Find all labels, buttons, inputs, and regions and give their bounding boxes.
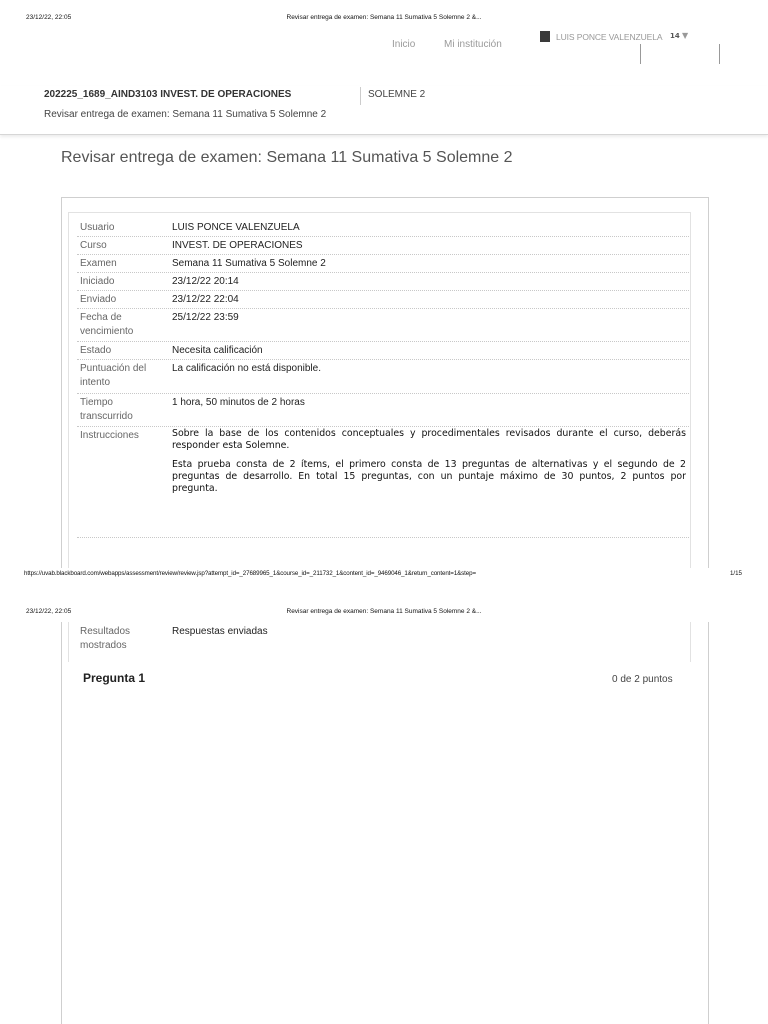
- question-points: 0 de 2 puntos: [612, 674, 673, 685]
- detail-value: Necesita calificación: [172, 345, 263, 356]
- detail-value: Semana 11 Sumativa 5 Solemne 2: [172, 258, 326, 269]
- detail-value: Respuestas enviadas: [172, 626, 268, 637]
- detail-label: Estado: [80, 345, 112, 356]
- detail-value: LUIS PONCE VALENZUELA: [172, 222, 300, 233]
- breadcrumb-separator: [360, 87, 361, 105]
- detail-value: La calificación no está disponible.: [172, 363, 321, 374]
- detail-label: Resultados mostrados: [80, 626, 131, 651]
- breadcrumb-current-page: Revisar entrega de examen: Semana 11 Sumativa 5 Solemne 2: [44, 109, 327, 120]
- detail-label: Usuario: [80, 222, 115, 233]
- detail-value: 23/12/22 22:04: [172, 294, 239, 305]
- instructions-paragraph: Sobre la base de los contenidos conceptuales y procedimentales revisados durante el curso, deberás responder esta Solemne.: [172, 428, 686, 451]
- user-menu[interactable]: [536, 28, 710, 46]
- breadcrumb-exam[interactable]: SOLEMNE 2: [368, 89, 426, 100]
- detail-value: 1 hora, 50 minutos de 2 horas: [172, 397, 305, 408]
- detail-row-examen: [77, 255, 689, 273]
- print-url: https://uvab.blackboard.com/webapps/assessment/review/review.jsp?attempt_id=_27689965_1&course_id=_211732_1&content_id=_9469046_1&return_content=1&step=: [24, 570, 476, 577]
- avatar: [540, 31, 550, 42]
- breadcrumb: [0, 86, 768, 135]
- detail-label: Curso: [80, 240, 107, 251]
- detail-label: Examen: [80, 258, 117, 269]
- detail-row-instrucciones: [77, 427, 689, 538]
- detail-row-enviado: [77, 291, 689, 309]
- detail-value: INVEST. DE OPERACIONES: [172, 240, 303, 251]
- breadcrumb-course[interactable]: 202225_1689_AIND3103 INVEST. DE OPERACIONES: [44, 89, 292, 100]
- print-header: [0, 608, 768, 622]
- detail-row-tiempo: [77, 394, 689, 427]
- nav-link-mi-institucion[interactable]: Mi institución: [444, 39, 502, 50]
- detail-label: Iniciado: [80, 276, 115, 287]
- question-title: Pregunta 1: [83, 671, 146, 685]
- detail-row-curso: [77, 237, 689, 255]
- nav-divider: [640, 44, 641, 64]
- detail-row-estado: [77, 342, 689, 360]
- detail-label: Enviado: [80, 294, 117, 305]
- print-page-number: 1/15: [729, 570, 742, 577]
- print-header: [0, 14, 768, 28]
- instructions-paragraph: Esta prueba consta de 2 ítems, el primero consta de 13 preguntas de alternativas y el segundo de 2 preguntas de desarrollo. En total 15 preguntas, con un puntaje máximo de 30 puntos, 2 puntos por pregunta.: [172, 459, 686, 494]
- detail-row-iniciado: [77, 273, 689, 291]
- chevron-down-icon[interactable]: ▼: [682, 31, 689, 40]
- detail-row-fecha-vencimiento: [77, 309, 689, 342]
- detail-label: Fecha de vencimiento: [80, 312, 134, 337]
- user-name: LUIS PONCE VALENZUELA: [556, 32, 663, 42]
- nav-divider: [719, 44, 720, 64]
- instructions-text: [172, 428, 686, 502]
- detail-label: Instrucciones: [80, 430, 139, 441]
- print-title: Revisar entrega de examen: Semana 11 Sumativa 5 Solemne 2 &...: [286, 14, 482, 21]
- detail-row-resultados: [77, 623, 689, 655]
- detail-label: Tiempo transcurrido: [80, 397, 133, 422]
- nav-link-inicio[interactable]: Inicio: [392, 39, 416, 50]
- page-title: Revisar entrega de examen: Semana 11 Sumativa 5 Solemne 2: [61, 149, 513, 166]
- detail-label: Puntuación del intento: [80, 363, 147, 388]
- detail-row-usuario: [77, 219, 689, 237]
- print-datetime: 23/12/22, 22:05: [26, 608, 72, 615]
- detail-value: 23/12/22 20:14: [172, 276, 239, 287]
- detail-value: 25/12/22 23:59: [172, 312, 239, 323]
- notification-count-badge[interactable]: 14: [670, 32, 680, 40]
- print-title: Revisar entrega de examen: Semana 11 Sumativa 5 Solemne 2 &...: [286, 608, 482, 615]
- detail-row-puntuacion: [77, 360, 689, 394]
- print-datetime: 23/12/22, 22:05: [26, 14, 72, 21]
